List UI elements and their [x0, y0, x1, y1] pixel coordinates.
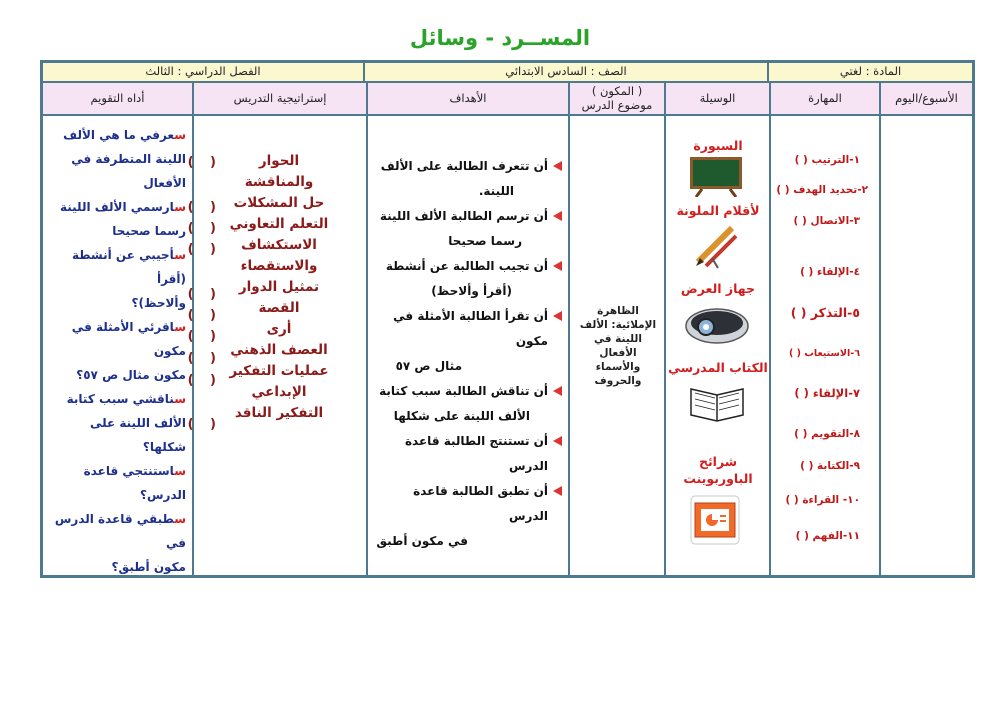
- evaluation-line: اللينة المتطرفة في: [71, 152, 186, 166]
- evaluation-line: وألاحظ)؟: [131, 296, 186, 310]
- evaluation-line: سناقشي سبب كتابة: [66, 392, 186, 406]
- skill-item: ٥-التذكر ( ): [790, 305, 860, 320]
- tool-label: لأقلام الملونة: [676, 203, 760, 218]
- goal-item: اللينة.: [478, 184, 514, 198]
- goal-item: أن تتعرف الطالبة على الألف: [374, 154, 562, 179]
- arrow-bullet-icon: [553, 161, 562, 171]
- topic-line: اللينة في الأفعال: [594, 333, 642, 359]
- evaluation-line: مكون أطبق؟: [111, 560, 186, 574]
- strategy-item: والاستقصاء: [240, 258, 318, 274]
- evaluation-line: الأفعال: [143, 176, 186, 190]
- skill-item: ٦-الاستيعاب ( ): [789, 348, 860, 359]
- skill-item: ٨-التقويم ( ): [794, 428, 860, 440]
- skill-item: ٧-الإلقاء ( ): [794, 386, 860, 400]
- question-mark-label: س: [174, 128, 186, 142]
- skill-item: ١-الترتيب ( ): [794, 154, 860, 166]
- goal-item: أن تقرأ الطالبة الأمثلة في مكون: [374, 304, 562, 354]
- tool-label: السبورة: [693, 138, 743, 153]
- evaluation-line: الألف اللينة على: [89, 416, 186, 430]
- strategy-checkbox[interactable]: ( ): [187, 287, 222, 302]
- strategy-item: الحوار: [258, 153, 300, 169]
- col-goals: الأهداف: [449, 90, 487, 105]
- goal-item: أن تستنتج الطالبة قاعدة الدرس: [374, 429, 562, 479]
- strategy-item: عمليات التفكير: [229, 363, 329, 379]
- subject-cell: المادة : لغتي: [839, 64, 902, 79]
- topic-line: والحروف: [594, 375, 642, 387]
- chalkboard-icon: [688, 155, 744, 197]
- goal-item: أن تجيب الطالبة عن أنشطة: [374, 254, 562, 279]
- arrow-bullet-icon: [553, 311, 562, 321]
- arrow-bullet-icon: [553, 436, 562, 446]
- lesson-plan-table: [40, 60, 975, 578]
- strategy-checkbox[interactable]: ( ): [187, 329, 222, 344]
- pencils-icon: [692, 222, 740, 270]
- col-evaluation: أداه التقويم: [90, 90, 145, 105]
- tool-label: شرائح: [698, 454, 738, 469]
- strategy-item: الاستكشاف: [241, 237, 317, 253]
- goal-item: أن تناقش الطالبة سبب كتابة: [374, 379, 562, 404]
- evaluation-line: سطبقي قاعدة الدرس في: [54, 512, 186, 550]
- strategy-checkbox[interactable]: ( ): [187, 417, 222, 432]
- question-mark-label: س: [174, 200, 186, 214]
- question-mark-label: س: [174, 464, 186, 478]
- evaluation-line: مكون مثال ص ٥٧؟: [76, 368, 186, 382]
- evaluation-line: رسما صحيحا: [112, 224, 186, 238]
- topic-line: الإملائية: الألف: [579, 319, 657, 331]
- topic-line: والأسماء: [595, 361, 641, 373]
- question-mark-label: س: [174, 320, 186, 334]
- col-topic-label: موضوع الدرس: [581, 97, 653, 112]
- col-topic: [570, 83, 664, 114]
- info-row: [43, 63, 972, 83]
- table-body: [43, 118, 972, 575]
- skill-item: ٣-الاتصال ( ): [793, 215, 860, 227]
- topic-line: الظاهرة: [597, 305, 639, 317]
- col-tool: الوسيلة: [699, 90, 736, 105]
- strategy-item: التفكير الناقد: [234, 405, 324, 421]
- powerpoint-icon: [690, 495, 740, 545]
- strategy-checkbox[interactable]: ( ): [187, 308, 222, 323]
- strategy-item: والمناقشة: [244, 174, 314, 190]
- tool-label: الباوربوينت: [683, 471, 753, 486]
- strategy-checkbox[interactable]: ( ): [187, 221, 222, 236]
- tool-label: جهاز العرض: [680, 281, 756, 296]
- strategy-item: القصة: [258, 300, 300, 316]
- page-title: المســرد - وسائل: [409, 26, 591, 50]
- strategy-item: أرى: [266, 321, 292, 337]
- col-strategy: إستراتيجية التدريس: [233, 90, 327, 105]
- goal-item: في مكون أطبق: [376, 534, 468, 548]
- goal-item: أن ترسم الطالبة الألف اللينة: [374, 204, 562, 229]
- goals-list: [374, 154, 562, 554]
- question-mark-label: س: [174, 512, 186, 526]
- term-cell: الفصل الدراسي : الثالث: [145, 64, 261, 79]
- strategy-item: حل المشكلات: [233, 195, 325, 211]
- strategy-item: العصف الذهني: [230, 342, 328, 358]
- col-skill: المهارة: [808, 90, 842, 105]
- arrow-bullet-icon: [553, 486, 562, 496]
- strategy-item: تمثيل الدوار: [238, 279, 320, 295]
- strategy-list: [224, 151, 334, 424]
- column-header-row: [43, 83, 972, 116]
- evaluation-line: ساقرئي الأمثلة في مكون: [71, 320, 186, 358]
- col-week: الأسبوع/اليوم: [895, 90, 958, 105]
- strategy-checkbox[interactable]: ( ): [187, 155, 222, 170]
- arrow-bullet-icon: [553, 211, 562, 221]
- goal-item: الألف اللينة على شكلها: [393, 409, 530, 423]
- goal-item: مثال ص ٥٧: [395, 359, 462, 373]
- skill-item: ٢-تحديد الهدف ( ): [776, 184, 868, 196]
- goal-item: أن تطبق الطالبة قاعدة الدرس: [374, 479, 562, 529]
- strategy-item: الإبداعي: [251, 384, 307, 400]
- evaluation-line: الدرس؟: [140, 488, 186, 502]
- arrow-bullet-icon: [553, 386, 562, 396]
- skill-item: ٤-الإلقاء ( ): [800, 266, 860, 278]
- evaluation-line: سعرفي ما هي الألف: [63, 128, 186, 142]
- skill-item: ١٠- القراءة ( ): [785, 494, 860, 506]
- grade-cell: الصف : السادس الابتدائي: [505, 64, 627, 79]
- strategy-checkbox[interactable]: ( ): [187, 351, 222, 366]
- evaluation-line: شكلها؟: [142, 440, 186, 454]
- tool-label: الكتاب المدرسي: [668, 360, 768, 375]
- strategy-checkbox[interactable]: ( ): [187, 242, 222, 257]
- evaluation-line: سأجيبي عن أنشطة (أقرأ: [71, 248, 186, 286]
- goal-item: (أقرأ وألاحظ): [431, 284, 512, 298]
- strategy-checkbox[interactable]: ( ): [187, 373, 222, 388]
- strategy-item: التعلم التعاوني: [229, 216, 329, 232]
- evaluation-line: سارسمي الألف اللينة: [59, 200, 186, 214]
- evaluation-line: ساستنتجي قاعدة: [83, 464, 186, 478]
- skill-item: ١١-الفهم ( ): [795, 530, 860, 542]
- evaluation-list: [46, 123, 186, 579]
- book-icon: [687, 381, 747, 423]
- skill-item: ٩-الكتابة ( ): [800, 460, 860, 472]
- strategy-checkbox[interactable]: ( ): [187, 200, 222, 215]
- goal-item: رسما صحيحا: [448, 234, 522, 248]
- question-mark-label: س: [174, 392, 186, 406]
- projector-icon: [684, 302, 750, 346]
- arrow-bullet-icon: [553, 261, 562, 271]
- topic-cell: [574, 304, 662, 388]
- col-component-label: ( المكون ): [591, 84, 643, 99]
- question-mark-label: س: [174, 248, 186, 262]
